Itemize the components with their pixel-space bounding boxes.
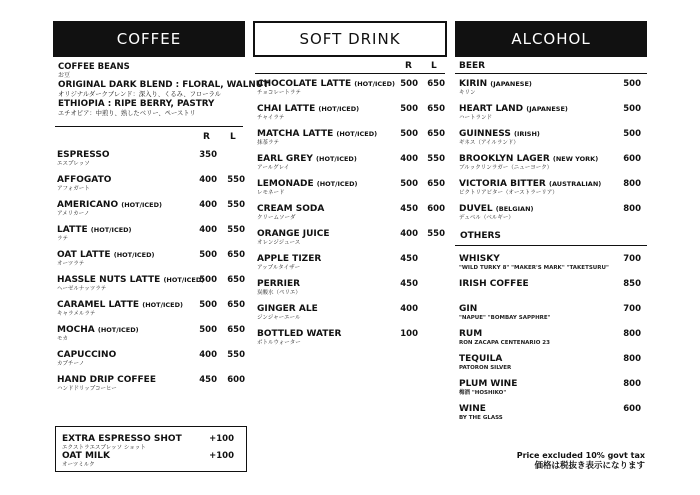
extra-price: +100 — [209, 434, 234, 444]
coffee-size-r: R — [203, 132, 210, 142]
menu-item-name-jp: カプチーノ — [57, 361, 85, 367]
menu-item-name-block — [459, 154, 598, 172]
price-large: 550 — [227, 175, 245, 185]
price: 800 — [623, 329, 641, 339]
menu-item-sub: デュベル（ベルギー） — [459, 215, 514, 221]
menu-item-name-block — [57, 300, 183, 318]
extras-box — [55, 426, 247, 472]
beans-title-jp: お豆 — [58, 72, 71, 79]
menu-item — [53, 300, 245, 324]
menu-item-note: (JAPANESE) — [490, 80, 532, 88]
menu-item-name-block — [57, 350, 116, 368]
beans-line-1: ORIGINAL DARK BLEND : FLORAL, WALNUT — [58, 80, 269, 90]
menu-item-name-jp: オレンジジュース — [257, 240, 301, 246]
price-regular: 500 — [199, 325, 217, 335]
menu-item-name-block — [57, 200, 162, 218]
menu-item — [455, 129, 647, 153]
menu-item-note: (HOT/ICED) — [121, 201, 162, 209]
menu-item-name — [459, 329, 550, 340]
menu-item — [455, 104, 647, 128]
extra-name-jp: エクストラエスプレッソ ショット — [62, 445, 146, 451]
menu-item-title: LATTE — [57, 225, 88, 235]
menu-item-name-block — [257, 329, 342, 347]
menu-item-title: GIN — [459, 304, 478, 314]
price-large: 550 — [227, 200, 245, 210]
menu-item-title: HASSLE NUTS LATTE — [57, 275, 161, 285]
menu-item — [53, 150, 245, 174]
price: 700 — [623, 254, 641, 264]
price-regular: 500 — [199, 250, 217, 260]
alcohol-column — [455, 21, 647, 421]
menu-item-name-jp: レモネード — [257, 190, 285, 196]
menu-item-name — [459, 104, 568, 115]
price: 800 — [623, 379, 641, 389]
menu-item-name — [257, 129, 377, 140]
menu-item-note: (HOT/ICED) — [163, 276, 205, 284]
menu-item-title: GINGER ALE — [257, 304, 318, 314]
menu-item — [455, 204, 647, 228]
extra-row — [62, 451, 240, 469]
price-large: 600 — [227, 375, 245, 385]
menu-item-name — [257, 229, 330, 240]
price: 850 — [623, 279, 641, 289]
menu-item-title: GUINNESS — [459, 129, 511, 139]
menu-item-note: (HOT/ICED) — [316, 155, 357, 163]
menu-item-name — [57, 150, 110, 161]
menu-item-name-block — [257, 104, 359, 122]
menu-item-name — [257, 279, 301, 290]
others-divider — [455, 245, 647, 246]
soft-drink-header: SOFT DRINK — [253, 21, 447, 57]
price-large: 550 — [427, 154, 445, 164]
menu-item — [253, 304, 447, 328]
menu-item-note: (BELGIAN) — [495, 205, 534, 213]
tax-note — [517, 451, 645, 472]
price: 500 — [623, 104, 641, 114]
price-large: 650 — [427, 129, 445, 139]
coffee-divider — [55, 126, 243, 127]
extra-price: +100 — [209, 451, 234, 461]
price-regular: 450 — [400, 254, 418, 264]
menu-item-name-jp: アフォガート — [57, 186, 90, 192]
price-regular: 500 — [199, 300, 217, 310]
price: 500 — [623, 79, 641, 89]
menu-item-title: CARAMEL LATTE — [57, 300, 140, 310]
menu-item — [53, 275, 245, 299]
menu-item — [53, 175, 245, 199]
others-label: OTHERS — [460, 231, 501, 241]
menu-item-sub: キリン — [459, 90, 476, 96]
menu-item-title: CAPUCCINO — [57, 350, 117, 360]
beans-title: COFFEE BEANS — [58, 62, 130, 72]
menu-item-note: (HOT/ICED) — [336, 130, 378, 138]
price-large: 600 — [427, 204, 445, 214]
menu-item-name — [257, 304, 318, 315]
extra-name-jp: オーツミルク — [62, 462, 95, 468]
menu-item-name-jp: キャラメルラテ — [57, 311, 96, 317]
price-regular: 500 — [199, 275, 217, 285]
menu-item-name-jp: ジンジャーエール — [257, 315, 301, 321]
menu-item-name-block — [257, 304, 318, 322]
menu-item — [53, 375, 245, 399]
price-large: 550 — [227, 225, 245, 235]
menu-item-name-block — [57, 375, 156, 393]
price-regular: 400 — [199, 175, 217, 185]
menu-item-name-jp: チャイラテ — [257, 115, 285, 121]
menu-item-name-block — [459, 254, 609, 272]
menu-item-title: LEMONADE — [257, 179, 314, 189]
menu-item-note: (JAPANESE) — [526, 105, 568, 113]
price: 600 — [623, 154, 641, 164]
menu-item-name-block — [459, 404, 503, 422]
menu-item-name-jp: エスプレッソ — [57, 161, 90, 167]
menu-item-name-block — [459, 379, 517, 397]
menu-item-name-jp: チョコレートラテ — [257, 90, 301, 96]
menu-item-name-block — [459, 304, 551, 322]
menu-item-name — [257, 254, 321, 265]
menu-item-name — [459, 354, 511, 365]
menu-item-name-jp: 炭酸水（ペリエ） — [257, 290, 301, 296]
price-large: 650 — [227, 325, 245, 335]
price-regular: 400 — [199, 350, 217, 360]
price: 800 — [623, 179, 641, 189]
soft-size-l: L — [431, 61, 437, 71]
price-regular: 400 — [199, 200, 217, 210]
menu-item — [253, 229, 447, 253]
menu-item-name-jp: ハンドドリップコーヒー — [57, 386, 117, 392]
menu-item-title: AFFOGATO — [57, 175, 112, 185]
menu-item-note: (NEW YORK) — [552, 155, 599, 163]
menu-item-name-jp: ボトルウォーター — [257, 340, 301, 346]
menu-item-sub: "WILD TURKY 8" "MAKER'S MARK" "TAKETSURU" — [459, 265, 609, 271]
menu-item-note: (IRISH) — [513, 130, 540, 138]
soft-drink-column — [253, 21, 447, 346]
menu-item — [253, 204, 447, 228]
menu-item-title: WHISKY — [459, 254, 500, 264]
menu-item-name — [57, 375, 156, 386]
coffee-beans-block — [58, 62, 269, 118]
menu-item-name — [257, 179, 358, 190]
menu-item — [455, 254, 647, 278]
menu-item-name-block — [57, 325, 139, 343]
price-large: 650 — [427, 179, 445, 189]
menu-item-name — [257, 104, 359, 115]
menu-item-title: MATCHA LATTE — [257, 129, 334, 139]
menu-item-name — [459, 129, 540, 140]
extra-name: EXTRA ESPRESSO SHOT — [62, 434, 182, 444]
menu-item-sub: "NAPUE" "BOMBAY SAPPHRE" — [459, 315, 551, 321]
price-regular: 400 — [199, 225, 217, 235]
price-regular: 100 — [400, 329, 418, 339]
tax-note-jp: 価格は税抜き表示になります — [534, 461, 645, 471]
menu-item — [455, 379, 647, 403]
menu-item-title: AMERICANO — [57, 200, 119, 210]
price-large: 650 — [427, 104, 445, 114]
extra-name: OAT MILK — [62, 451, 110, 461]
price: 800 — [623, 354, 641, 364]
menu-item-name-jp: オーツラテ — [57, 261, 85, 267]
price-large: 550 — [227, 350, 245, 360]
menu-item — [253, 154, 447, 178]
beans-line-2-jp: エチオピア：中煎り、熟したベリー、ペーストリ — [58, 110, 196, 117]
menu-item-title: KIRIN — [459, 79, 488, 89]
menu-item-name — [459, 204, 533, 215]
menu-item-name-block — [459, 179, 601, 197]
menu-item — [253, 329, 447, 353]
menu-item — [53, 325, 245, 349]
price-regular: 350 — [199, 150, 217, 160]
menu-item — [455, 304, 647, 328]
menu-item-name-jp: 抹茶ラテ — [257, 140, 280, 146]
menu-item — [53, 350, 245, 374]
price-regular: 500 — [400, 79, 418, 89]
menu-item — [53, 250, 245, 274]
menu-item-sub: ブルックリンラガー（ニューヨーク） — [459, 165, 553, 171]
menu-item-note: (HOT/ICED) — [354, 80, 395, 88]
beans-line-2: ETHIOPIA : RIPE BERRY, PASTRY — [58, 99, 215, 109]
menu-item-name-block — [57, 225, 132, 243]
menu-item-name-block — [57, 275, 204, 293]
menu-item-note: (HOT/ICED) — [318, 105, 360, 113]
price: 700 — [623, 304, 641, 314]
menu-item-name — [57, 175, 111, 186]
price: 800 — [623, 204, 641, 214]
price: 600 — [623, 404, 641, 414]
menu-item-name — [459, 254, 609, 265]
menu-item — [53, 225, 245, 249]
menu-item-title: PERRIER — [257, 279, 301, 289]
coffee-size-l: L — [230, 132, 236, 142]
price: 500 — [623, 129, 641, 139]
menu-item-name-block — [257, 129, 377, 147]
price-regular: 500 — [400, 179, 418, 189]
menu-item-title: ORANGE JUICE — [257, 229, 330, 239]
menu-item-name — [459, 304, 551, 315]
menu-item — [455, 154, 647, 178]
menu-item-name-jp: ヘーゼルナッツラテ — [57, 286, 107, 292]
soft-size-r: R — [405, 61, 412, 71]
menu-item-title: HAND DRIP COFFEE — [57, 375, 156, 385]
menu-item — [53, 200, 245, 224]
menu-item-name-block — [459, 279, 529, 290]
menu-item-name — [57, 275, 204, 286]
menu-item-name — [459, 179, 601, 190]
menu-item-name-block — [257, 279, 301, 297]
menu-item-sub: RON ZACAPA CENTENARIO 23 — [459, 340, 550, 346]
price-large: 650 — [227, 300, 245, 310]
menu-item-name — [459, 79, 532, 90]
price-regular: 500 — [400, 104, 418, 114]
menu-item-note: (AUSTRALIAN) — [549, 180, 602, 188]
price-large: 650 — [227, 250, 245, 260]
menu-item-title: BROOKLYN LAGER — [459, 154, 550, 164]
menu-item-note: (HOT/ICED) — [90, 226, 132, 234]
menu-item-name-block — [257, 204, 324, 222]
menu-item — [455, 354, 647, 378]
menu-item-name-block — [57, 150, 110, 168]
menu-item-title: HEART LAND — [459, 104, 524, 114]
menu-item-name — [57, 325, 139, 336]
beer-divider — [455, 73, 647, 74]
price-large: 550 — [427, 229, 445, 239]
beer-label: BEER — [459, 61, 486, 71]
menu-item-name-block — [257, 229, 330, 247]
menu-item-name — [459, 404, 503, 415]
menu-item-name-block — [257, 79, 395, 97]
menu-item-note: (HOT/ICED) — [316, 180, 358, 188]
menu-item-title: WINE — [459, 404, 486, 414]
menu-item — [253, 279, 447, 303]
menu-item-name-block — [57, 175, 111, 193]
menu-item — [253, 179, 447, 203]
menu-item — [455, 404, 647, 428]
menu-item-name-block — [57, 250, 154, 268]
menu-item-note: (HOT/ICED) — [97, 326, 139, 334]
menu-item-name-jp: アップルタイザー — [257, 265, 301, 271]
menu-item-name-block — [459, 329, 550, 347]
menu-item-name — [459, 379, 517, 390]
menu-item-note: (HOT/ICED) — [142, 301, 183, 309]
menu-item-name — [459, 279, 529, 290]
menu-item-name-jp: ラテ — [57, 236, 69, 242]
menu-item-name-block — [257, 154, 357, 172]
menu-item-title: BOTTLED WATER — [257, 329, 342, 339]
menu-item-sub: ビクトリアビター（オーストラーリア） — [459, 190, 558, 196]
menu-item-name — [57, 300, 183, 311]
menu-item-title: PLUM WINE — [459, 379, 518, 389]
menu-item-name — [257, 79, 395, 90]
menu-item — [253, 104, 447, 128]
menu-item-title: TEQUILA — [459, 354, 503, 364]
menu-item-name-jp: アールグレイ — [257, 165, 290, 171]
menu-item-name-jp: アメリカーノ — [57, 211, 90, 217]
price-regular: 450 — [199, 375, 217, 385]
menu-item — [455, 329, 647, 353]
menu-item-name-jp: クリームソーダ — [257, 215, 296, 221]
menu-item-name-block — [459, 354, 511, 372]
menu-item — [455, 279, 647, 303]
menu-item-title: EARL GREY — [257, 154, 313, 164]
menu-item-name-block — [459, 79, 532, 97]
menu-item-name-block — [257, 254, 321, 272]
price-regular: 450 — [400, 204, 418, 214]
menu-item-name — [257, 204, 324, 215]
menu-item-title: CHOCOLATE LATTE — [257, 79, 352, 89]
menu-item-note: (HOT/ICED) — [113, 251, 155, 259]
price-large: 650 — [427, 79, 445, 89]
menu-item-title: VICTORIA BITTER — [459, 179, 546, 189]
menu-item — [253, 79, 447, 103]
price-regular: 400 — [400, 229, 418, 239]
tax-note-en: Price excluded 10% govt tax — [516, 451, 645, 460]
menu-item-name — [57, 200, 162, 211]
menu-item-title: MOCHA — [57, 325, 95, 335]
menu-item-title: CREAM SODA — [257, 204, 325, 214]
menu-item-title: DUVEL — [459, 204, 493, 214]
price-regular: 500 — [400, 129, 418, 139]
menu-item — [253, 254, 447, 278]
menu-item-title: RUM — [459, 329, 483, 339]
menu-item-name — [57, 250, 154, 261]
price-regular: 400 — [400, 154, 418, 164]
menu-item — [455, 79, 647, 103]
menu-item-sub: ハートランド — [459, 115, 493, 121]
menu-item-title: OAT LATTE — [57, 250, 111, 260]
menu-item-sub: BY THE GLASS — [459, 415, 503, 421]
alcohol-header: ALCOHOL — [455, 21, 647, 57]
menu-item-sub: ギネス（アイルランド） — [459, 140, 519, 146]
menu-item-sub: 梅酒 "HOSHIKO" — [459, 390, 507, 396]
menu-item-name — [257, 329, 342, 340]
menu-item-name-jp: モカ — [57, 336, 69, 342]
menu-item-name-block — [459, 204, 533, 222]
price-large: 650 — [227, 275, 245, 285]
menu-item-name-block — [459, 129, 540, 147]
soft-divider — [255, 73, 445, 74]
beans-line-1-jp: オリジナルダークブレンド：深入り、くるみ、フローラル — [58, 91, 221, 98]
menu-item-title: IRISH COFFEE — [459, 279, 529, 289]
menu-item-title: APPLE TIZER — [257, 254, 322, 264]
menu-item-name-block — [459, 104, 568, 122]
menu-item-name — [459, 154, 598, 165]
price-regular: 450 — [400, 279, 418, 289]
menu-item-name-block — [257, 179, 358, 197]
menu-item-title: CHAI LATTE — [257, 104, 316, 114]
menu-item-sub: PATORON SILVER — [459, 365, 512, 371]
menu-item-name — [57, 225, 132, 236]
menu-item-title: ESPRESSO — [57, 150, 110, 160]
menu-item — [455, 179, 647, 203]
coffee-header: COFFEE — [53, 21, 245, 57]
extra-row — [62, 434, 240, 452]
menu-item-name — [57, 350, 116, 361]
menu-item-name — [257, 154, 357, 165]
price-regular: 400 — [400, 304, 418, 314]
menu-item — [253, 129, 447, 153]
